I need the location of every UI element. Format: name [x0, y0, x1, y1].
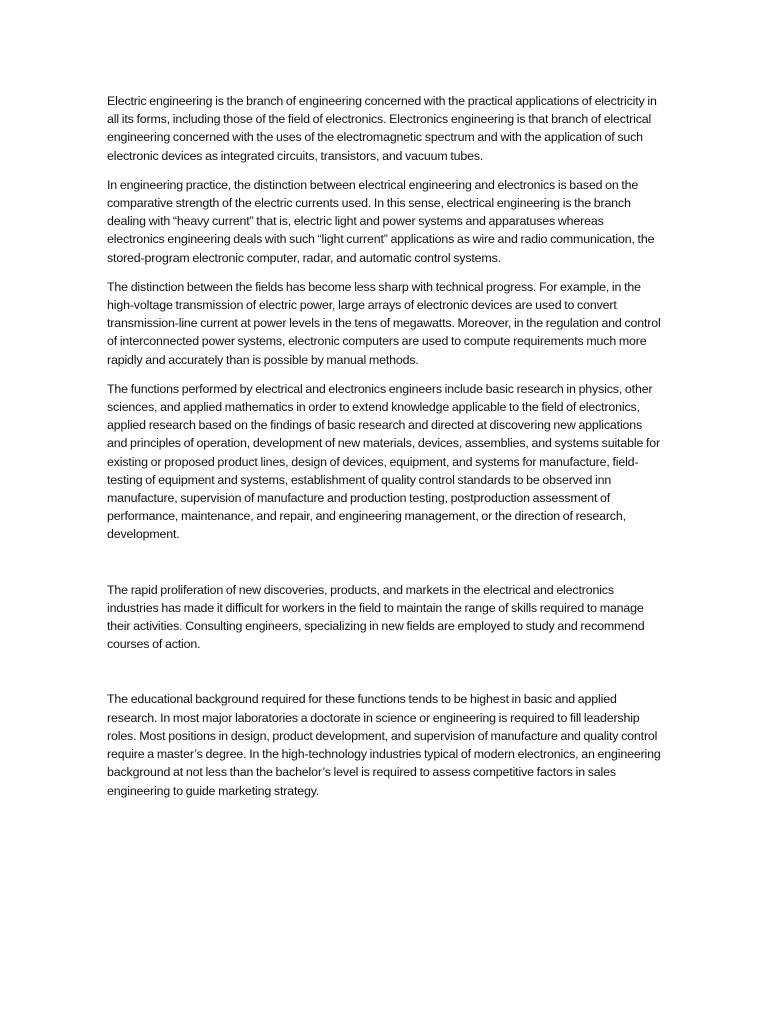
paragraph-proliferation: The rapid proliferation of new discoveries, products, and markets in the electrical and electronics industries has made it difficult for workers in the field to maintain the range of skills required to manage their activities. Consulting engineers, specializing in new fields are employed to study and recommend courses of action. [107, 582, 645, 652]
document-body [107, 92, 663, 800]
paragraph-education: The educational background required for these functions tends to be highest in basic and applied research. In most major laboratories a doctorate in science or engineering is required to fill leadership roles. Most positions in design, product development, and supervision of manufacture and quality control require a master’s degree. In the high-technology industries typical of modern electronics, an engineering background at not less than the bachelor’s level is required to assess competitive factors in sales engineering to guide marketing strategy. [107, 692, 661, 798]
paragraph-functions: The functions performed by electrical and electronics engineers include basic research in physics, other sciences, and applied mathematics in order to extend knowledge applicable to the field of electronics, applied research based on the findings of basic research and directed at discovering new applications and principles of operation, development of new materials, devices, assemblies, and systems suitable for existing or proposed product lines, design of devices, equipment, and systems for manufacture, field-testing of equipment and systems, establishment of quality control standards to be observed inn manufacture, supervision of manufacture and production testing, postproduction assessment of performance, maintenance, and repair, and engineering management, or the direction of research, development. [107, 381, 660, 542]
paragraph-definition: Electric engineering is the branch of engineering concerned with the practical applications of electricity in all its forms, including those of the field of electronics. Electronics engineering is that branch of electrical engineering concerned with the uses of the electromagnetic spectrum and with the application of such electronic devices as integrated circuits, transistors, and vacuum tubes. [107, 94, 657, 163]
paragraph-engineering-practice: In engineering practice, the distinction between electrical engineering and electronics is based on the comparative strength of the electric currents used. In this sense, electrical engineering is the branch dealing with “heavy current” that is, electric light and power systems and apparatuses whereas electronics engineering deals with such “light current” applications as wire and radio communication, the stored-program electronic computer, radar, and automatic control systems. [107, 177, 655, 265]
paragraph-distinction: The distinction between the fields has become less sharp with technical progress. For example, in the high-voltage transmission of electric power, large arrays of electronic devices are used to convert transmission-line current at power levels in the tens of megawatts. Moreover, in the regulation and control of interconnected power systems, electronic computers are used to compute requirements much more rapidly and accurately than is possible by manual methods. [107, 279, 661, 367]
